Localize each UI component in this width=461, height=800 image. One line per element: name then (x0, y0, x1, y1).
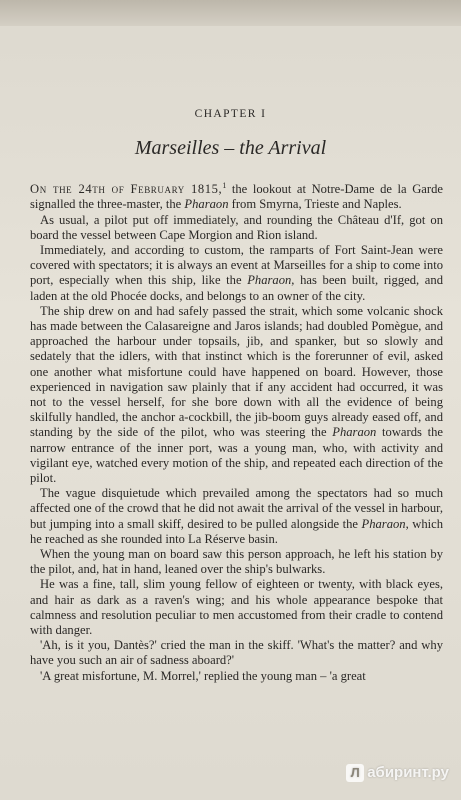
ship-name: Pharaon (361, 516, 406, 531)
paragraph (30, 243, 443, 304)
watermark-logo (346, 764, 449, 782)
paragraph-text: , has been built, rigged, and laden at the old Phocée docks, and belongs to an owner of the city. (30, 273, 443, 303)
ship-name: Pharaon (184, 197, 229, 212)
watermark-badge: Л (346, 764, 364, 782)
paragraph-text: As usual, a pilot put off immediately, and rounding the Château d'If, got on board the vessel between Cape Morgion and Rion island. (30, 212, 443, 242)
paragraph-text: Immediately, and according to custom, the ramparts of Fort Saint-Jean were covered with spectators; it is always an event at Marseilles for a ship to come into port, especially when this ship, like the (30, 243, 443, 288)
paragraph-text: the lookout at Notre-Dame de la Garde signalled the three-master, the (30, 182, 443, 212)
paragraph (30, 638, 443, 668)
paragraph-text: 'Ah, is it you, Dantès?' cried the man in the skiff. 'What's the matter? and why have you such an air of sadness aboard?' (30, 638, 443, 668)
chapter-number: CHAPTER I (194, 108, 267, 120)
paragraph-text: towards the narrow entrance of the inner port, was a young man, who, with activity and vigilant eye, watched every motion of the ship, and repeated each direction of the pilot. (30, 425, 443, 486)
paragraph-text: 'A great misfortune, M. Morrel,' replied the young man – 'a great (40, 668, 366, 683)
paragraph-text: The vague disquietude which prevailed among the spectators had so much affected one of the crowd that he did not await the arrival of the vessel in harbour, but jumping into a small skiff, desired to be pulled alongside the (30, 486, 443, 531)
chapter-title: Marseilles – the Arrival (134, 137, 327, 159)
paragraph-lead: On the 24th of February 1815, (30, 182, 223, 197)
ship-name: Pharaon (332, 425, 377, 440)
paragraph-text: He was a fine, tall, slim young fellow of eighteen or twenty, with black eyes, and hair as dark as a raven's wing; and his whole appearance bespoke that calmness and resolution peculiar to men accustomed from their cradle to contend with danger. (30, 577, 443, 638)
paragraph (30, 577, 443, 638)
paragraph (30, 304, 443, 486)
body-text (30, 178, 443, 684)
paragraph (30, 547, 443, 577)
paragraph-text: from Smyrna, Trieste and Naples. (228, 197, 402, 212)
paragraph-text: , which he reached as she rounded into La Réserve basin. (30, 516, 444, 546)
footnote-marker: 1 (222, 181, 227, 190)
paragraph (30, 486, 443, 547)
watermark-text: абиринт.ру (367, 764, 449, 781)
paragraph (30, 178, 443, 213)
paragraph (30, 213, 443, 243)
ship-name: Pharaon (247, 273, 292, 288)
paragraph-text: When the young man on board saw this person approach, he left his station by the pilot, and, hat in hand, leaned over the ship's bulwarks. (30, 547, 443, 577)
paragraph (30, 669, 443, 684)
page-top-edge (0, 0, 461, 26)
paragraph-text: The ship drew on and had safely passed the strait, which some volcanic shock has made between the Calasareigne and Jaros islands; had doubled Pomègue, and approached the harbour under topsails, jib, and spanker, but so slowly and sedately that the idlers, with that instinct which is the forerunner of evil, asked one another what misfortune could have happened on board. However, those experienced in navigation saw plainly that if any accident had occurred, it was not to the vessel herself, for she bore down with all the evidence of being skilfully handled, the anchor a-cockbill, the jib-boom guys already eased off, and standing by the side of the pilot, who was steering the (30, 303, 443, 440)
